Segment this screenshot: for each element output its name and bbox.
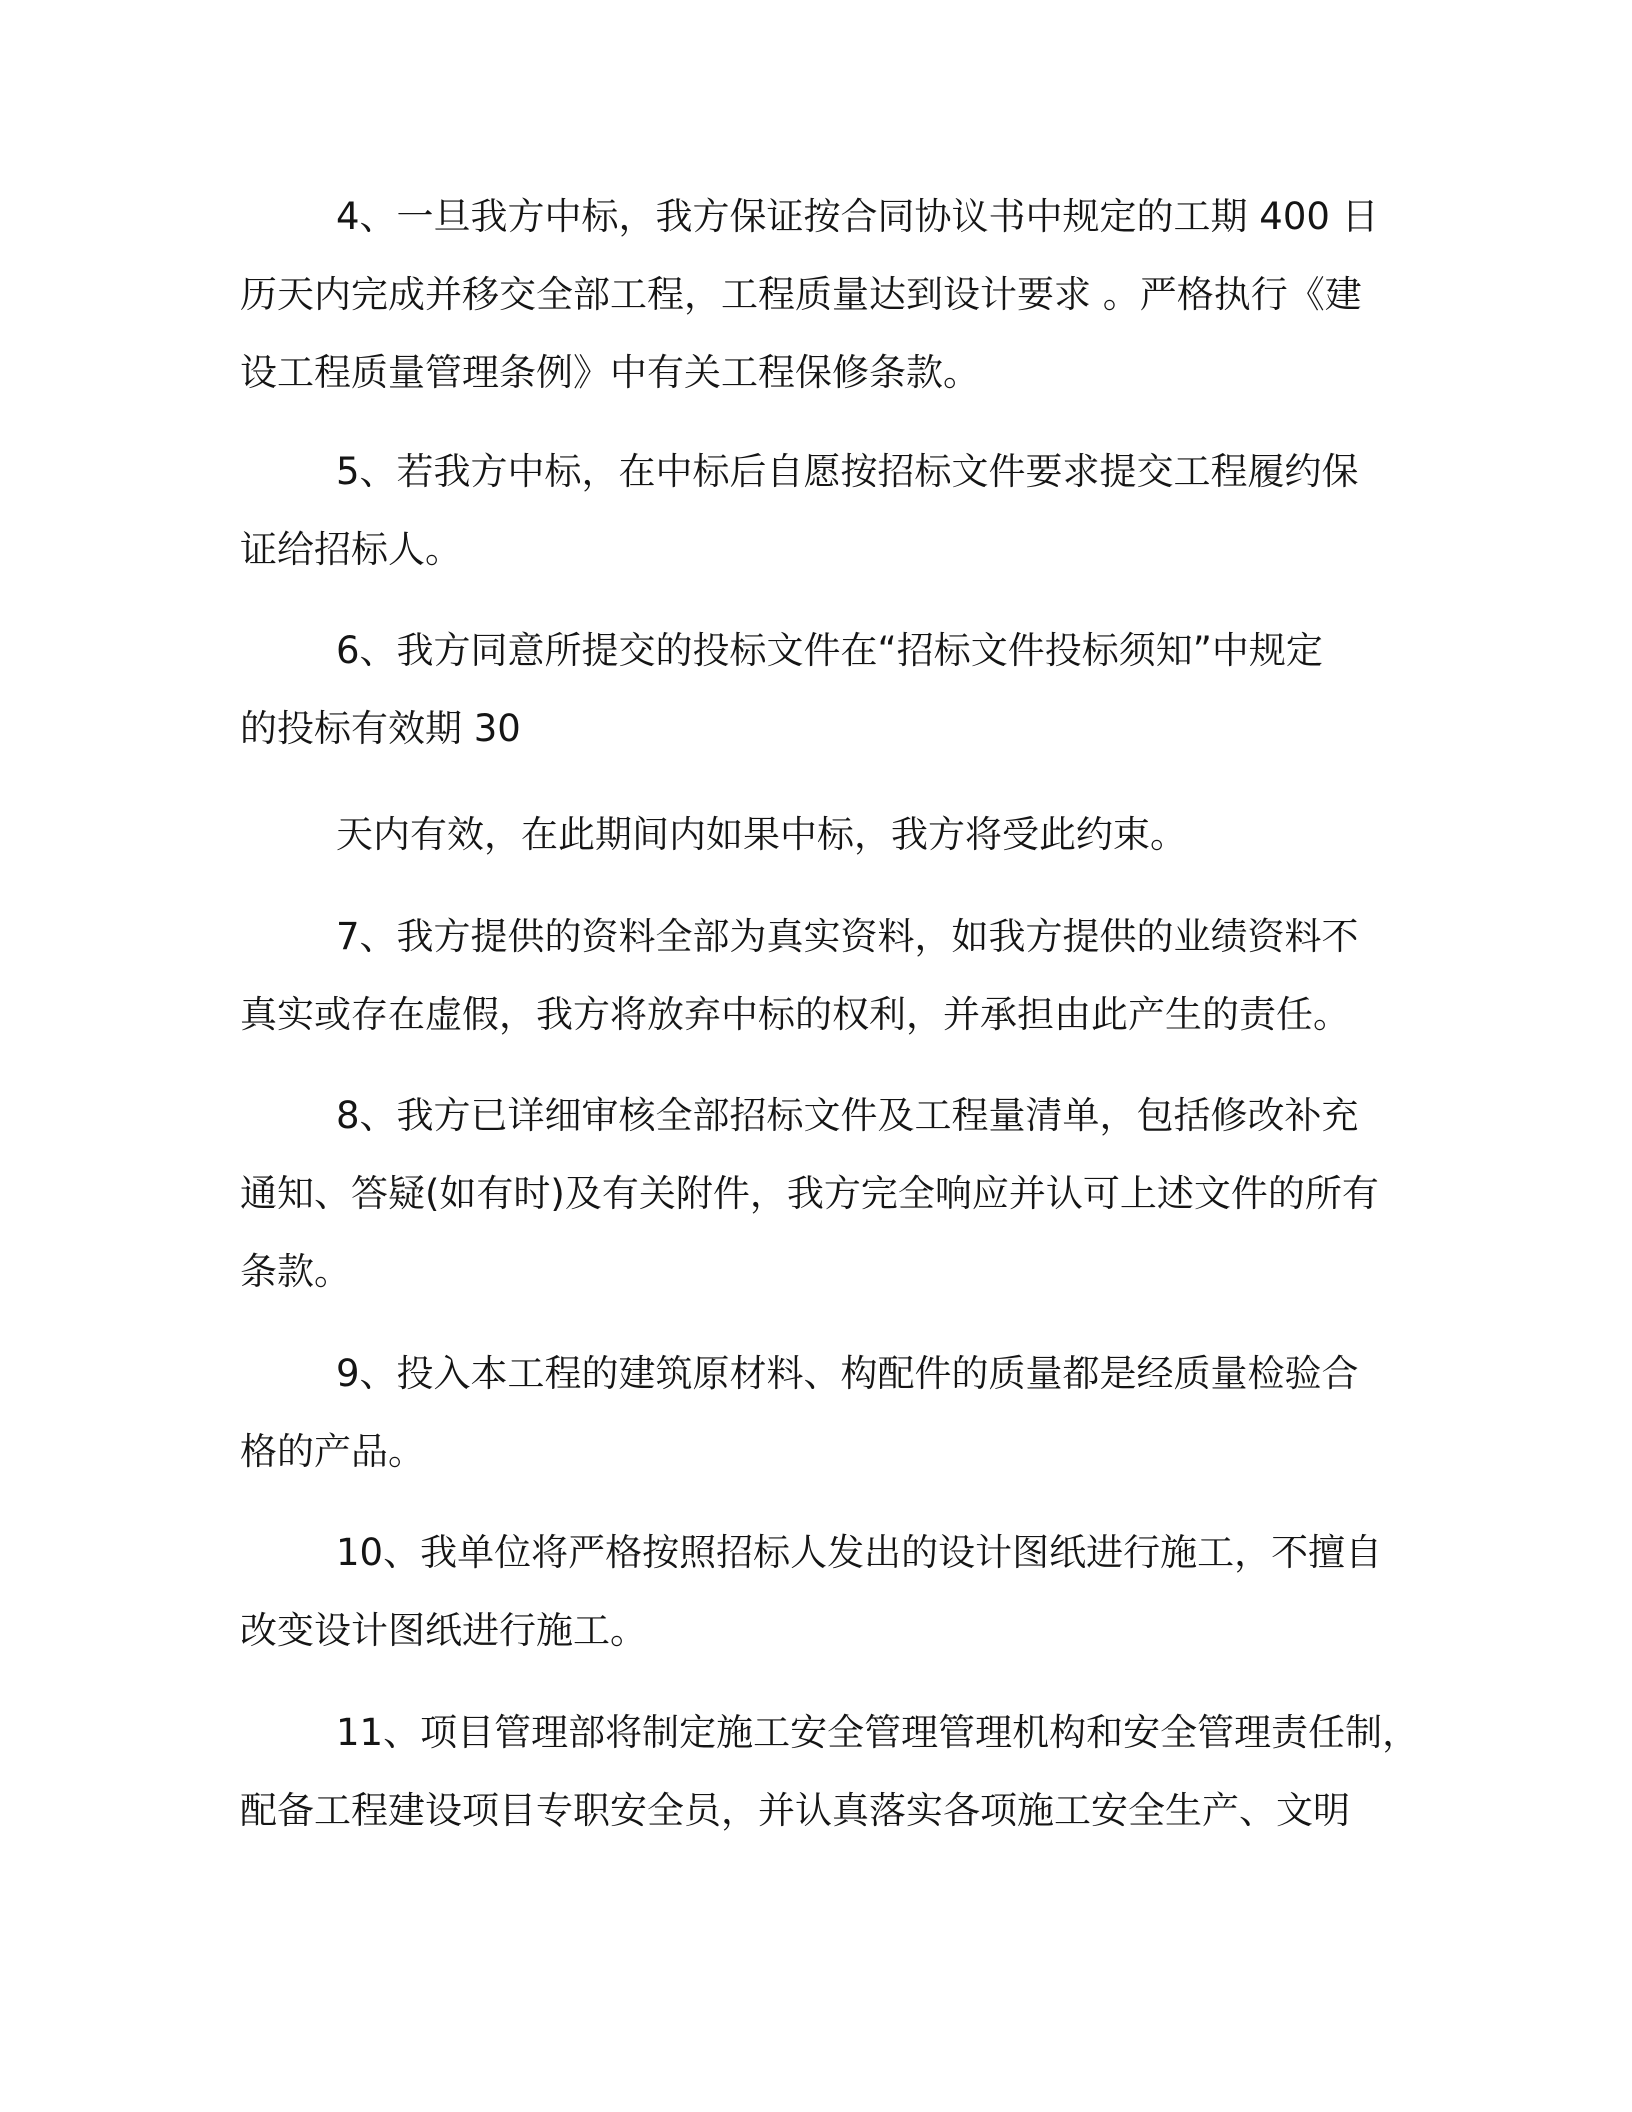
- item-6-line-2: 的投标有效期 30: [240, 707, 521, 750]
- item-9-line-1: 9、投入本工程的建筑原材料、构配件的质量都是经质量检验合: [336, 1352, 1359, 1395]
- item-4-line-1: 4、一旦我方中标，我方保证按合同协议书中规定的工期 400 日: [336, 195, 1379, 238]
- item-6-line-1: 6、我方同意所提交的投标文件在“招标文件投标须知”中规定: [336, 629, 1323, 672]
- item-9-line-2: 格的产品。: [240, 1430, 425, 1473]
- item-11-line-2: 配备工程建设项目专职安全员，并认真落实各项施工安全生产、文明: [240, 1789, 1350, 1832]
- item-6-continuation: 天内有效，在此期间内如果中标，我方将受此约束。: [336, 813, 1187, 856]
- item-10-line-1: 10、我单位将严格按照招标人发出的设计图纸进行施工，不擅自: [336, 1531, 1383, 1574]
- item-8-line-1: 8、我方已详细审核全部招标文件及工程量清单，包括修改补充: [336, 1094, 1359, 1137]
- item-7-line-1: 7、我方提供的资料全部为真实资料，如我方提供的业绩资料不: [336, 915, 1359, 958]
- item-4-line-2: 历天内完成并移交全部工程，工程质量达到设计要求 。严格执行《建: [240, 273, 1362, 316]
- item-5-line-2: 证给招标人。: [240, 528, 462, 571]
- item-11-line-1: 11、项目管理部将制定施工安全管理管理机构和安全管理责任制，: [336, 1711, 1420, 1754]
- item-4-line-3: 设工程质量管理条例》中有关工程保修条款。: [240, 351, 980, 394]
- item-8-line-2: 通知、答疑(如有时)及有关附件，我方完全响应并认可上述文件的所有: [240, 1172, 1379, 1215]
- item-10-line-2: 改变设计图纸进行施工。: [240, 1609, 647, 1652]
- item-7-line-2: 真实或存在虚假，我方将放弃中标的权利，并承担由此产生的责任。: [240, 993, 1350, 1036]
- item-8-line-3: 条款。: [240, 1250, 351, 1293]
- item-5-line-1: 5、若我方中标，在中标后自愿按招标文件要求提交工程履约保: [336, 450, 1359, 493]
